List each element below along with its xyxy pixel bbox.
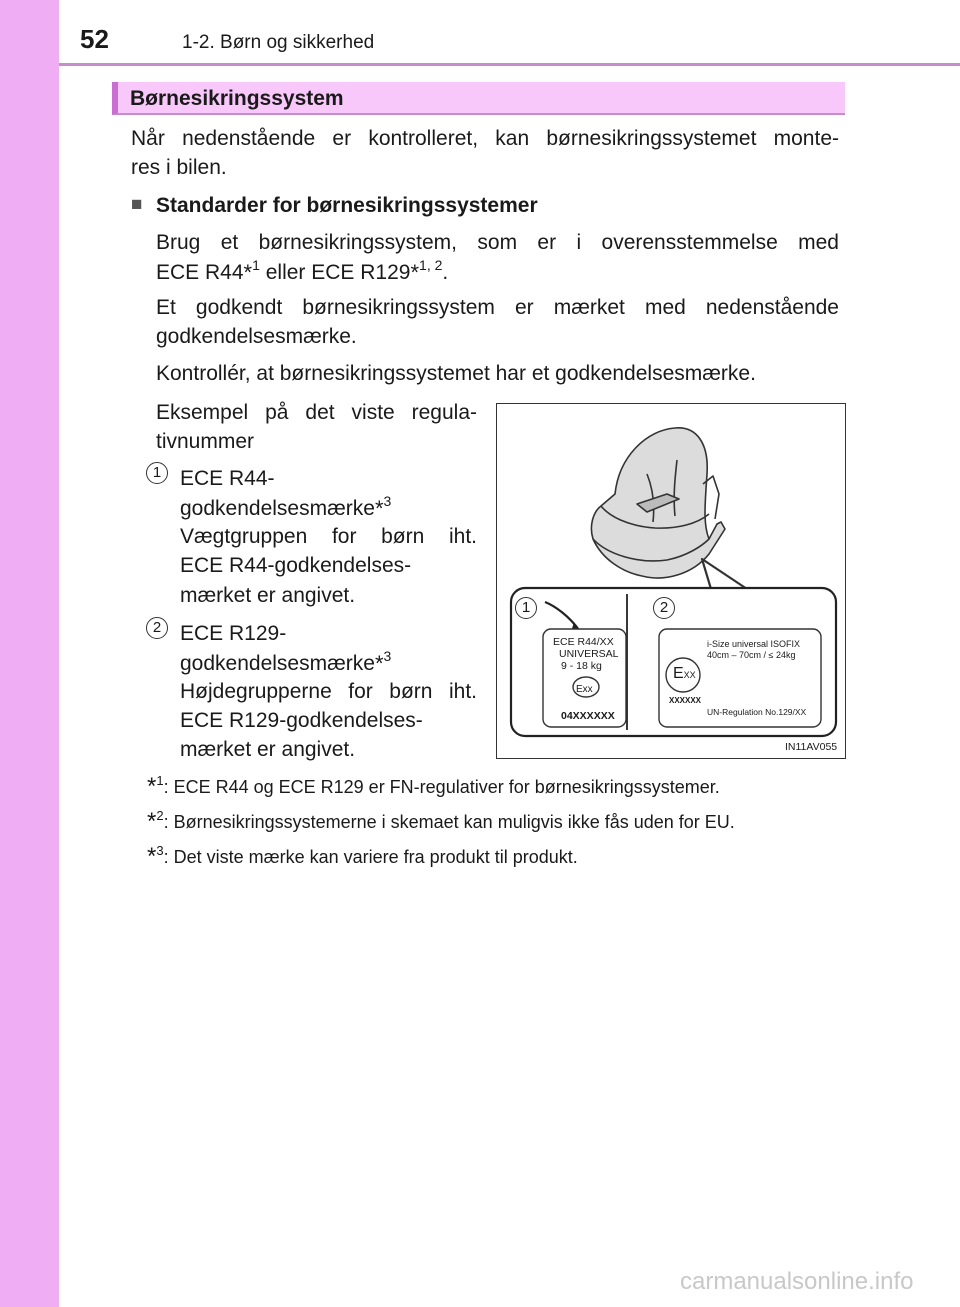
r44-category: UNIVERSAL — [559, 648, 619, 660]
item2-line1: ECE R129- — [180, 622, 287, 645]
para3: Kontrollér, at børnesikringssystemet har et godkendelsesmærke. — [156, 362, 756, 385]
figure-callout-1: 1 — [515, 597, 537, 619]
r129-e-mark: EXX — [673, 665, 696, 682]
r44-weight: 9 - 18 kg — [561, 660, 602, 672]
intro-line-1: Når nedenstående er kontrolleret, kan børnesikringssystemet monte- — [131, 127, 839, 150]
r44-standard: ECE R44/XX — [553, 636, 614, 648]
figure-callout-2: 2 — [653, 597, 675, 619]
r129-size: 40cm – 70cm / ≤ 24kg — [707, 650, 796, 660]
item2-line2: godkendelsesmærke*$^3$ — [180, 648, 392, 676]
item-number-badge: 2 — [146, 617, 168, 639]
item2-line4: ECE R129-godkendelses- — [180, 709, 423, 732]
side-tab-bar — [0, 0, 59, 1307]
item1-line5: mærket er angivet. — [180, 584, 356, 607]
item2-line5: mærket er angivet. — [180, 738, 356, 761]
header-rule — [59, 63, 960, 66]
intro-line-2: res i bilen. — [131, 156, 227, 179]
example-line1: Eksempel på det viste regula- — [156, 401, 477, 424]
item2-line3: Højdegrupperne for børn iht. — [180, 680, 477, 703]
section-title: Børnesikringssystem — [130, 87, 344, 110]
r44-code: 04XXXXXX — [561, 710, 615, 722]
approval-label-figure — [496, 403, 846, 759]
chapter-title: 1-2. Børn og sikkerhed — [182, 32, 375, 53]
r129-standard: i-Size universal ISOFIX — [707, 639, 801, 649]
item1-line4: ECE R44-godkendelses- — [180, 554, 412, 577]
child-seat-icon — [591, 428, 725, 578]
figure-id: IN11AV055 — [785, 741, 838, 753]
para2-line2: godkendelsesmærke. — [156, 325, 357, 348]
example-line2: tivnummer — [156, 430, 255, 453]
footnote-3: *$^3$: Det viste mærke kan variere fra produkt til produkt. — [147, 843, 578, 870]
footnote-1: *$^1$: ECE R44 og ECE R129 er FN-regulativer for børnesikringssystemer. — [147, 773, 720, 800]
footnote-2: *$^2$: Børnesikringssystemerne i skemaet kan muligvis ikke fås uden for EU. — [147, 808, 735, 835]
watermark: carmanualsonline.info — [680, 1268, 914, 1295]
item-number-badge: 1 — [146, 462, 168, 484]
item1-line2: godkendelsesmærke*$^3$ — [180, 493, 392, 521]
para1-line1: Brug et børnesikringssystem, som er i overensstemmelse med — [156, 231, 839, 254]
para1-line2: ECE R44*$^1$ eller ECE R129*$^{1, 2}$. — [156, 257, 449, 285]
item1-line3: Vægtgruppen for børn iht. — [180, 525, 477, 548]
r129-code: XXXXXX — [669, 696, 702, 705]
bullet-square-icon: ■ — [131, 194, 143, 215]
page-number: 52 — [80, 24, 109, 54]
para2-line1: Et godkendt børnesikringssystem er mærket med nedenstående — [156, 296, 839, 319]
subsection-title: Standarder for børnesikringssystemer — [156, 194, 538, 217]
r44-e-mark: Exx — [576, 684, 593, 695]
r129-regulation: UN-Regulation No.129/XX — [707, 707, 807, 717]
item1-line1: ECE R44- — [180, 467, 275, 490]
